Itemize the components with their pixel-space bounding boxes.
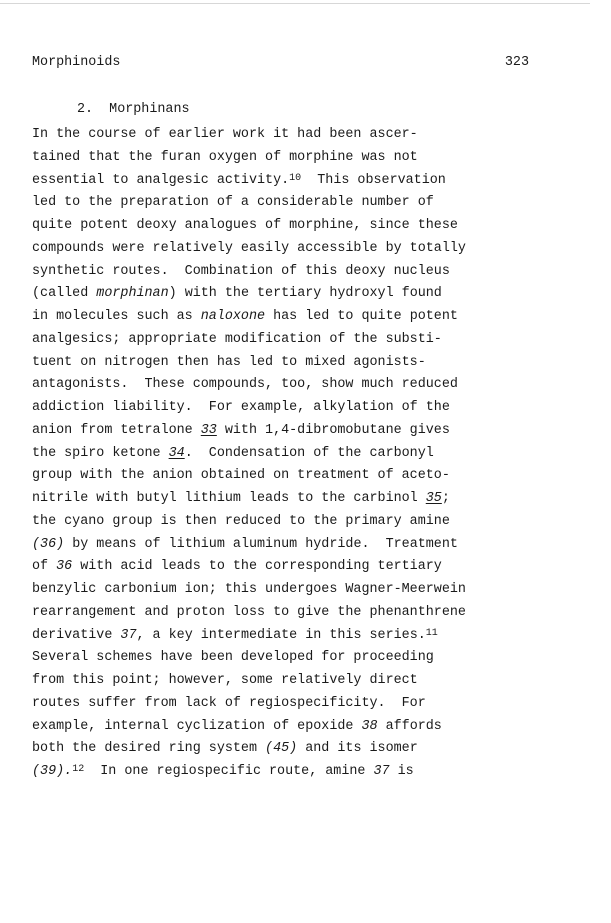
text-run: ; [441,491,450,506]
text-run: rearrangement and proton loss to give the phenanthrene [32,604,466,620]
running-title: Morphinoids [32,55,121,70]
text-line [32,625,532,648]
running-head [32,54,529,72]
text-run: quite potent deoxy analogues of morphine, since these [32,218,458,233]
text-run: (called [32,286,97,302]
text-run: by means of lithium aluminum hydride. Treatment [64,536,458,552]
text-line [32,238,532,261]
body-paragraph [32,124,532,784]
text-run: addiction liability. For example, alkylation of the [32,400,450,415]
text-run: from this point; however, some relatively direct [32,673,418,688]
section-heading [77,101,190,119]
text-line [32,215,532,238]
text-run: nitrile with butyl lithium leads to the carbinol [32,491,426,506]
text-run: and its isomer [297,741,418,757]
text-run: , a key intermediate in this series. [136,627,426,643]
text-run: is [389,764,414,779]
italic-term: naloxone [200,309,266,324]
text-line [32,170,532,193]
section-title: Morphinans [109,102,190,117]
text-line [32,420,532,443]
text-run: essential to analgesic activity. [32,172,290,188]
text-run: ) with the tertiary hydroxyl found [168,286,442,302]
text-line [32,147,532,170]
text-run: routes suffer from lack of regiospecificity. For [32,695,426,711]
text-line [32,556,532,579]
text-run: in molecules such as [32,309,201,324]
text-line [32,465,532,488]
compound-ref: 37 [373,764,390,779]
text-run: analgesics; appropriate modification of the substi- [32,331,442,347]
text-run: anion from tetralone [32,422,201,438]
text-line [32,192,532,215]
text-run: both the desired ring system [32,741,266,757]
text-run: tuent on nitrogen then has led to mixed agonists- [32,354,426,370]
text-line [32,306,532,329]
text-line [32,124,532,147]
text-line [32,670,532,693]
text-run: benzylic carbonium ion; this undergoes Wagner-Meerwein [32,582,466,597]
text-run: with acid leads to the corresponding tertiary [72,559,442,575]
text-run: affords [377,718,442,734]
text-run: antagonists. These compounds, too, show much reduced [32,377,458,393]
text-run: Several schemes have been developed for proceeding [32,650,434,666]
text-line [32,647,532,670]
text-run: derivative [32,627,121,643]
text-run: of [32,559,57,575]
compound-ref: 37 [120,627,137,643]
compound-ref: 33 [200,422,217,438]
text-line [32,716,532,739]
compound-ref: 34 [168,445,185,461]
text-line [32,534,532,557]
text-line [32,761,532,784]
text-line [32,693,532,716]
text-line [32,443,532,466]
text-run: led to the preparation of a considerable number of [32,195,434,211]
top-rule [0,3,590,4]
footnote-ref: 11 [425,627,438,639]
text-line [32,352,532,375]
text-run: This observation [301,172,446,188]
text-line [32,579,532,602]
text-line [32,283,532,306]
compound-ref: 38 [361,718,378,734]
text-run: group with the anion obtained on treatment of aceto- [32,468,450,484]
text-line [32,602,532,625]
section-number: 2. [77,102,94,117]
text-line [32,329,532,352]
text-run: has led to quite potent [265,309,458,324]
text-run: tained that the furan oxygen of morphine was not [32,149,418,165]
compound-ref: (36) [32,536,65,552]
text-run: the cyano group is then reduced to the primary amine [32,513,450,529]
footnote-ref: 10 [289,172,302,184]
compound-ref: (39). [32,764,73,779]
text-run: the spiro ketone [32,445,169,461]
compound-ref: 35 [425,491,442,506]
compound-ref: (45) [265,741,298,757]
text-run: synthetic routes. Combination of this deoxy nucleus [32,263,450,279]
text-run: compounds were relatively easily accessible by totally [32,240,466,256]
text-run: In one regiospecific route, amine [84,764,374,779]
compound-ref: 36 [56,559,73,575]
footnote-ref: 12 [72,764,85,775]
text-line [32,261,532,284]
text-line [32,488,532,511]
text-line [32,511,532,534]
page-number: 323 [504,55,529,70]
text-line [32,397,532,420]
text-run: . Condensation of the carbonyl [184,445,434,461]
text-run: with 1,4-dibromobutane gives [216,422,450,438]
italic-term: morphinan [96,286,169,302]
text-run: example, internal cyclization of epoxide [32,718,362,734]
text-line [32,738,532,761]
text-run: In the course of earlier work it had been ascer- [32,127,418,142]
text-line [32,374,532,397]
